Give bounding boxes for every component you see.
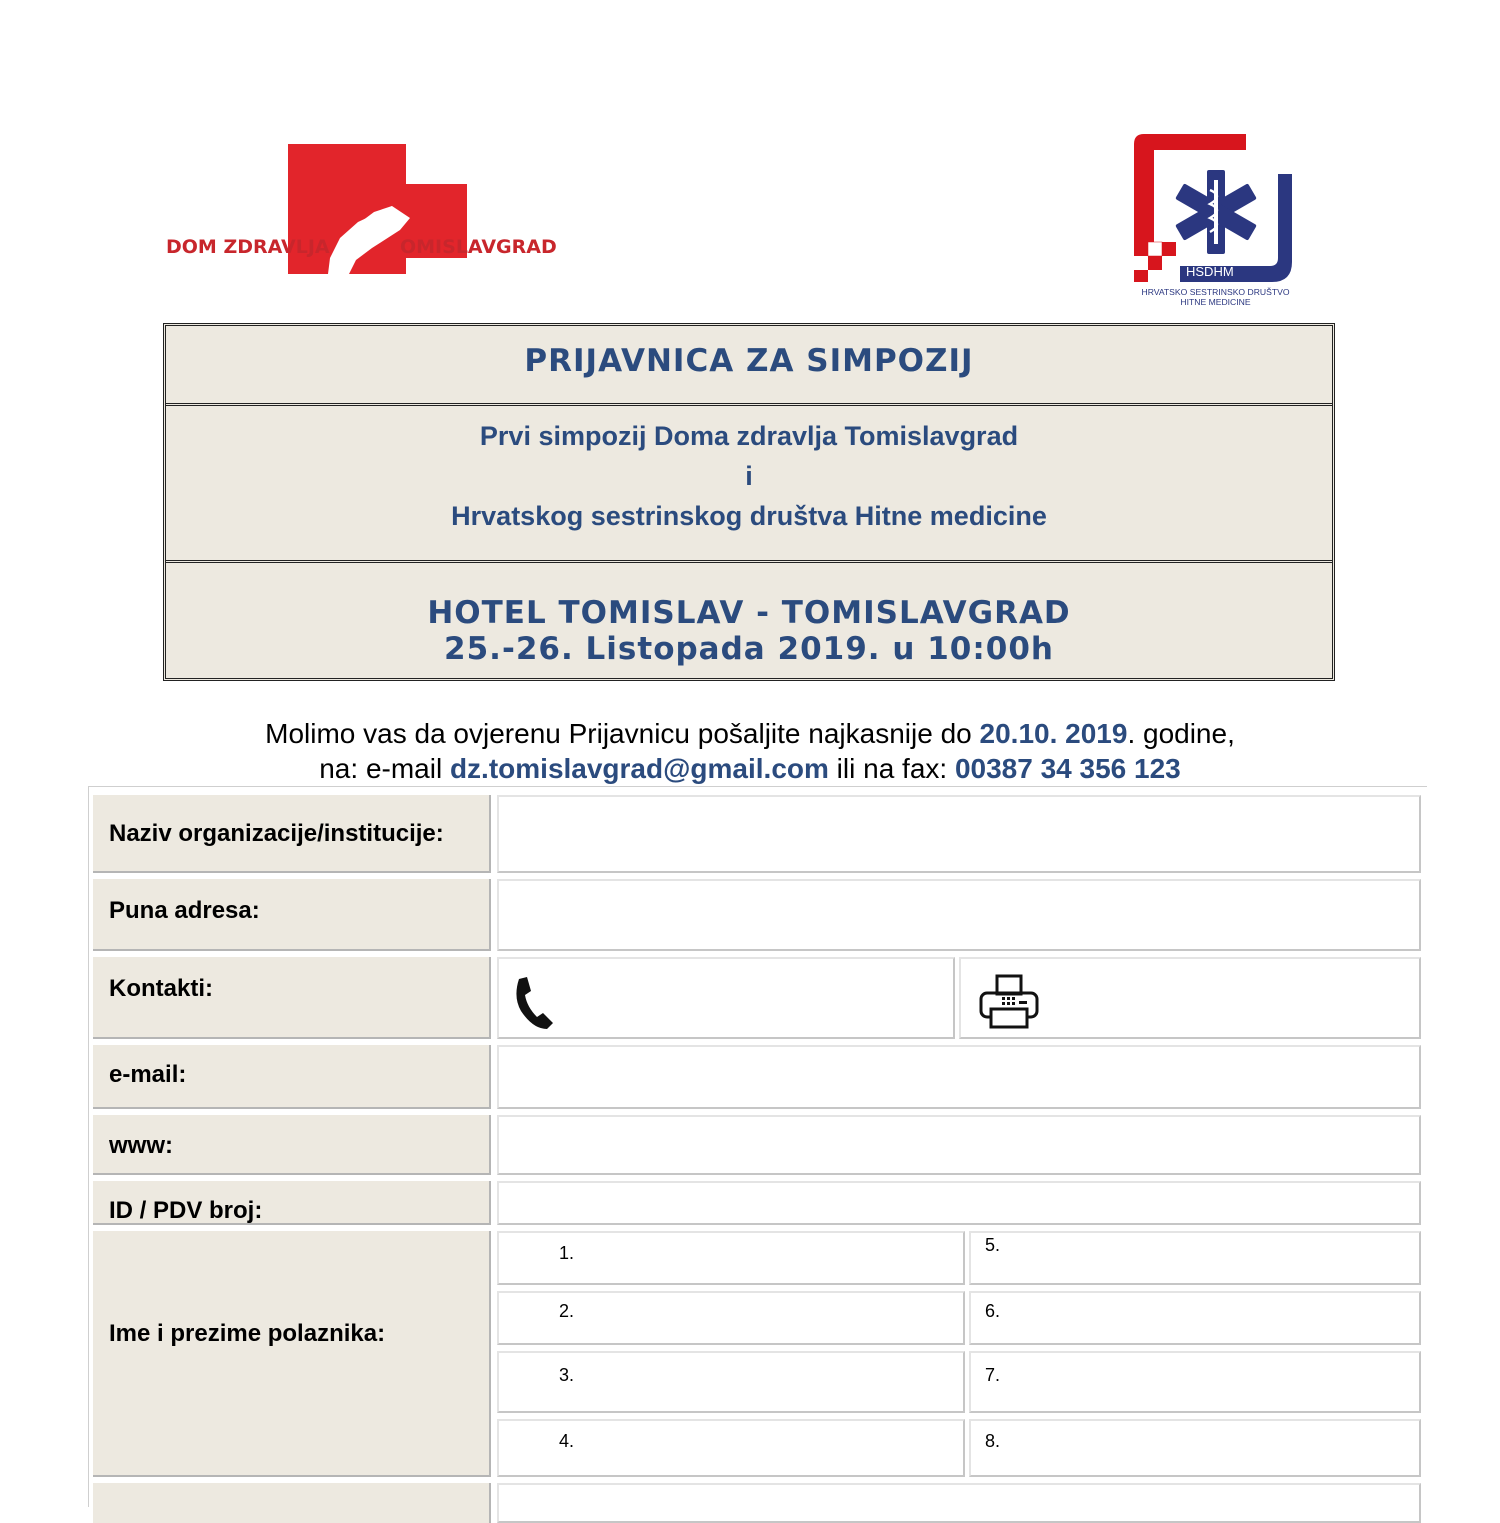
participant-number-1: 1.: [559, 1243, 575, 1263]
next-row-label: [93, 1483, 491, 1523]
dom-zdravlja-logo: [160, 138, 570, 280]
participant-number-3: 3.: [559, 1365, 575, 1385]
contact-email-link[interactable]: dz.tomislavgrad@gmail.com: [449, 753, 829, 784]
date-text: 25.-26. Listopada 2019. u 10:00h: [444, 631, 1054, 667]
notice-text-2a: na: e-mail: [319, 753, 450, 784]
header-venue-cell: [166, 563, 1332, 678]
org-label: [93, 795, 491, 873]
org-label-text: Naziv organizacije/institucije:: [109, 820, 444, 847]
participant-number-4: 4.: [559, 1431, 575, 1451]
contacts-label-text: Kontakti:: [109, 975, 213, 1002]
notice-text-1b: . godine,: [1127, 718, 1235, 749]
subtitle-line-2: i: [745, 461, 753, 491]
deadline-date: 20.10. 2019: [979, 718, 1128, 749]
header-box: [163, 323, 1335, 681]
participant-field-7[interactable]: [969, 1351, 1421, 1413]
participant-field-8[interactable]: [969, 1419, 1421, 1477]
id-field[interactable]: [497, 1181, 1421, 1225]
www-label: [93, 1115, 491, 1175]
logo-text-left: DOM ZDRAVLJA: [166, 236, 330, 258]
hsdhm-name-line1: HRVATSKO SESTRINSKO DRUŠTVO: [1141, 287, 1290, 297]
participant-number-7: 7.: [985, 1365, 1001, 1385]
venue-text: HOTEL TOMISLAV - TOMISLAVGRAD: [427, 595, 1071, 631]
participants-label: [93, 1231, 491, 1477]
hsdhm-name-line2: HITNE MEDICINE: [1180, 297, 1251, 307]
notice-text-2b: ili na fax:: [828, 753, 955, 784]
id-label-text: ID / PDV broj:: [109, 1197, 263, 1224]
header-title-cell: [166, 326, 1332, 406]
logo-text-right: OMISLAVGRAD: [400, 236, 557, 258]
fax-icon: [977, 973, 1041, 1031]
hsdhm-abbr: HSDHM: [1186, 264, 1234, 279]
fax-number: 00387 34 356 123: [954, 753, 1181, 784]
phone-field[interactable]: [497, 957, 955, 1039]
subtitle-line-3: Hrvatskog sestrinskog društva Hitne medicine: [451, 501, 1047, 531]
address-field[interactable]: [497, 879, 1421, 951]
contacts-label: [93, 957, 491, 1039]
www-field[interactable]: [497, 1115, 1421, 1175]
participant-field-2[interactable]: [497, 1291, 965, 1345]
notice-line-2: [80, 751, 1420, 786]
participant-number-5: 5.: [985, 1235, 1001, 1255]
participant-field-4[interactable]: [497, 1419, 965, 1477]
email-field[interactable]: [497, 1045, 1421, 1109]
notice-text-1a: Molimo vas da ovjerenu Prijavnicu pošaljite najkasnije do: [265, 718, 980, 749]
participant-field-6[interactable]: [969, 1291, 1421, 1345]
address-label-text: Puna adresa:: [109, 897, 260, 924]
fax-field[interactable]: [959, 957, 1421, 1039]
org-field[interactable]: [497, 795, 1421, 873]
subtitle-line-1: Prvi simpozij Doma zdravlja Tomislavgrad: [479, 421, 1019, 451]
form-title: PRIJAVNICA ZA SIMPOZIJ: [524, 343, 974, 379]
next-row-field[interactable]: [497, 1483, 1421, 1523]
participant-number-6: 6.: [985, 1301, 1001, 1321]
submission-notice: [80, 716, 1420, 786]
address-label: [93, 879, 491, 951]
id-label: [93, 1181, 491, 1225]
email-label-text: e-mail:: [109, 1061, 187, 1088]
participant-field-1[interactable]: [497, 1231, 965, 1285]
notice-line-1: [80, 716, 1420, 751]
participant-number-8: 8.: [985, 1431, 1001, 1451]
www-label-text: www:: [109, 1132, 173, 1159]
email-label: [93, 1045, 491, 1109]
participants-label-text: Ime i prezime polaznika:: [109, 1320, 386, 1347]
header-subtitle-cell: [166, 406, 1332, 563]
participant-number-2: 2.: [559, 1301, 575, 1321]
registration-form: [88, 786, 1427, 1507]
phone-icon: [509, 975, 557, 1031]
red-cross-icon: [160, 138, 570, 280]
participant-field-3[interactable]: [497, 1351, 965, 1413]
participant-field-5[interactable]: [969, 1231, 1421, 1285]
hsdhm-logo: [1128, 130, 1303, 312]
